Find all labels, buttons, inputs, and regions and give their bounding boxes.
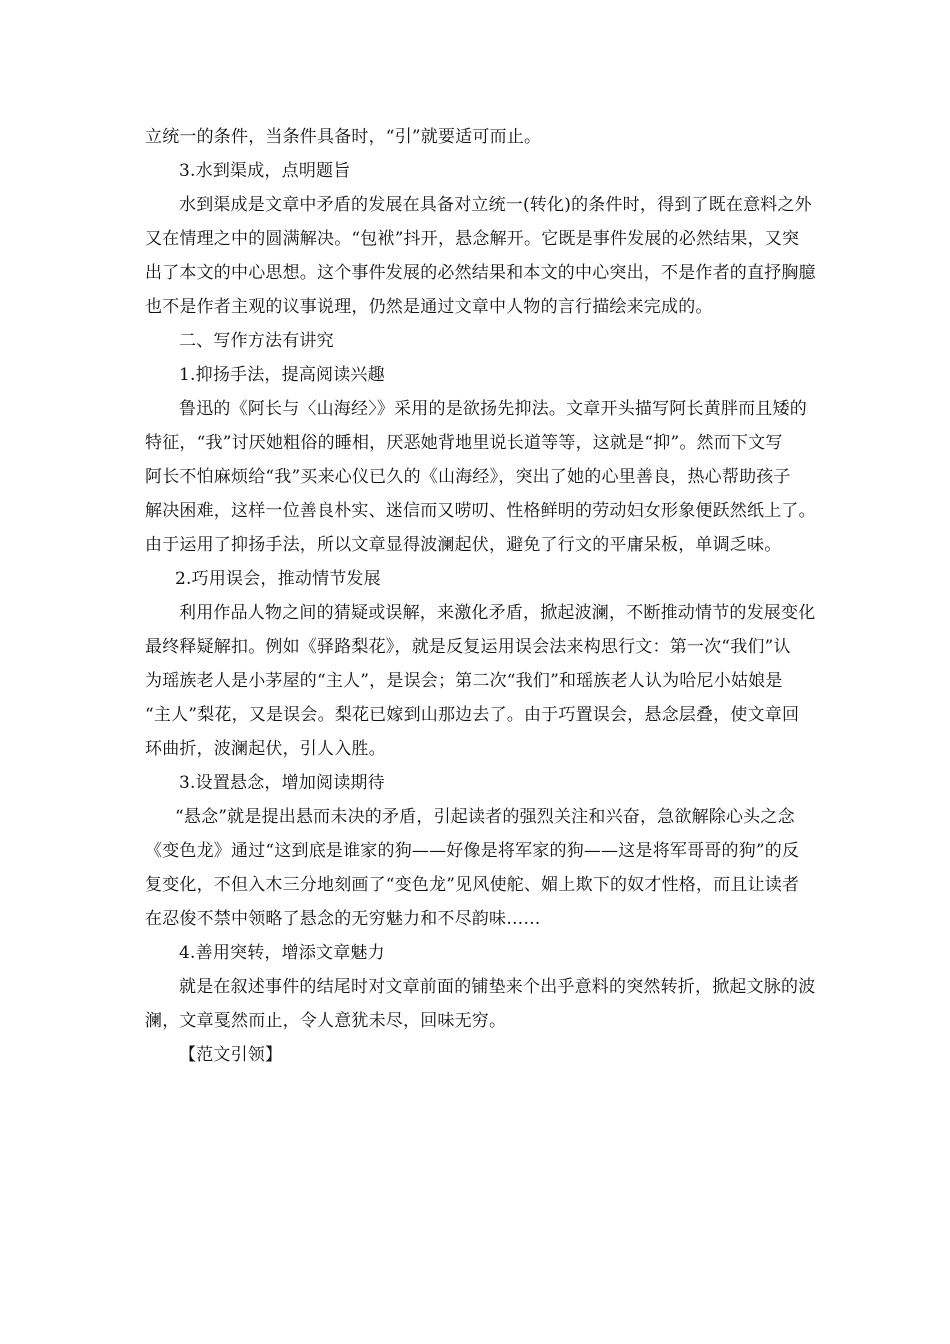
paragraph-line: 在忍俊不禁中领略了悬念的无穷魅力和不尽韵味……: [145, 909, 541, 929]
paragraph-line: “主人”梨花，又是误会。梨花已嫁到山那边去了。由于巧置误会，悬念层叠，使文章回: [145, 705, 800, 725]
section-heading: 二、写作方法有讲究: [179, 331, 334, 351]
paragraph-line: 又在情理之中的圆满解决。“包袱”抖开，悬念解开。它既是事件发展的必然结果，又突: [145, 229, 800, 249]
paragraph-line: 环曲折，波澜起伏，引人入胜。: [145, 739, 386, 759]
paragraph-line: 特征，“我”讨厌她粗俗的睡相，厌恶她背地里说长道等等，这就是“抑”。然而下文写: [145, 433, 783, 453]
section-heading: 1.抑扬手法，提高阅读兴趣: [179, 365, 385, 385]
paragraph-line: 复变化，不但入木三分地刻画了“变色龙”见风使舵、媚上欺下的奴才性格，而且让读者: [145, 875, 800, 895]
section-heading: 【范文引领】: [179, 1045, 283, 1065]
paragraph-line: “悬念”就是提出悬而未决的矛盾，引起读者的强烈关注和兴奋，急欲解除心头之念: [175, 807, 795, 827]
paragraph-line: 《变色龙》通过“这到底是谁家的狗——好像是将军家的狗——这是将军哥哥的狗”的反: [145, 841, 800, 861]
section-heading: 2.巧用误会，推动情节发展: [175, 569, 381, 589]
paragraph-line: 阿长不怕麻烦给“我”买来心仪已久的《山海经》，突出了她的心里善良，热心帮助孩子: [145, 467, 791, 487]
document-body: [145, 120, 816, 1072]
paragraph-line: 利用作品人物之间的猜疑或误解，来激化矛盾，掀起波澜，不断推动情节的发展变化: [179, 603, 816, 623]
paragraph-line: 最终释疑解扣。例如《驿路梨花》，就是反复运用误会法来构思行文：第一次“我们”认: [145, 637, 791, 657]
paragraph-line: 解决困难，这样一位善良朴实、迷信而又唠叨、性格鲜明的劳动妇女形象便跃然纸上了。: [145, 501, 816, 521]
paragraph-line: 出了本文的中心思想。这个事件发展的必然结果和本文的中心突出，不是作者的直抒胸臆: [145, 263, 816, 283]
paragraph-line: 为瑶族老人是小茅屋的“主人”，是误会；第二次“我们”和瑶族老人认为哈尼小姑娘是: [145, 671, 783, 691]
paragraph-line: 水到渠成是文章中矛盾的发展在具备对立统一(转化)的条件时，得到了既在意料之外: [179, 195, 812, 215]
section-heading: 3.设置悬念，增加阅读期待: [179, 773, 385, 793]
section-heading: 3.水到渠成，点明题旨: [179, 161, 351, 181]
paragraph-line: 鲁迅的《阿长与〈山海经〉》采用的是欲扬先抑法。文章开头描写阿长黄胖而且矮的: [179, 399, 807, 419]
paragraph-line: 也不是作者主观的议事说理，仍然是通过文章中人物的言行描绘来完成的。: [145, 297, 713, 317]
paragraph-line: 澜，文章戛然而止，令人意犹未尽，回味无穷。: [145, 1011, 507, 1031]
paragraph-line: 立统一的条件，当条件具备时，“引”就要适可而止。: [145, 127, 542, 147]
paragraph-line: 由于运用了抑扬手法，所以文章显得波澜起伏，避免了行文的平庸呆板，单调乏味。: [145, 535, 782, 555]
section-heading: 4.善用突转，增添文章魅力: [179, 943, 385, 963]
paragraph-line: 就是在叙述事件的结尾时对文章前面的铺垫来个出乎意料的突然转折，掀起文脉的波: [179, 977, 816, 997]
